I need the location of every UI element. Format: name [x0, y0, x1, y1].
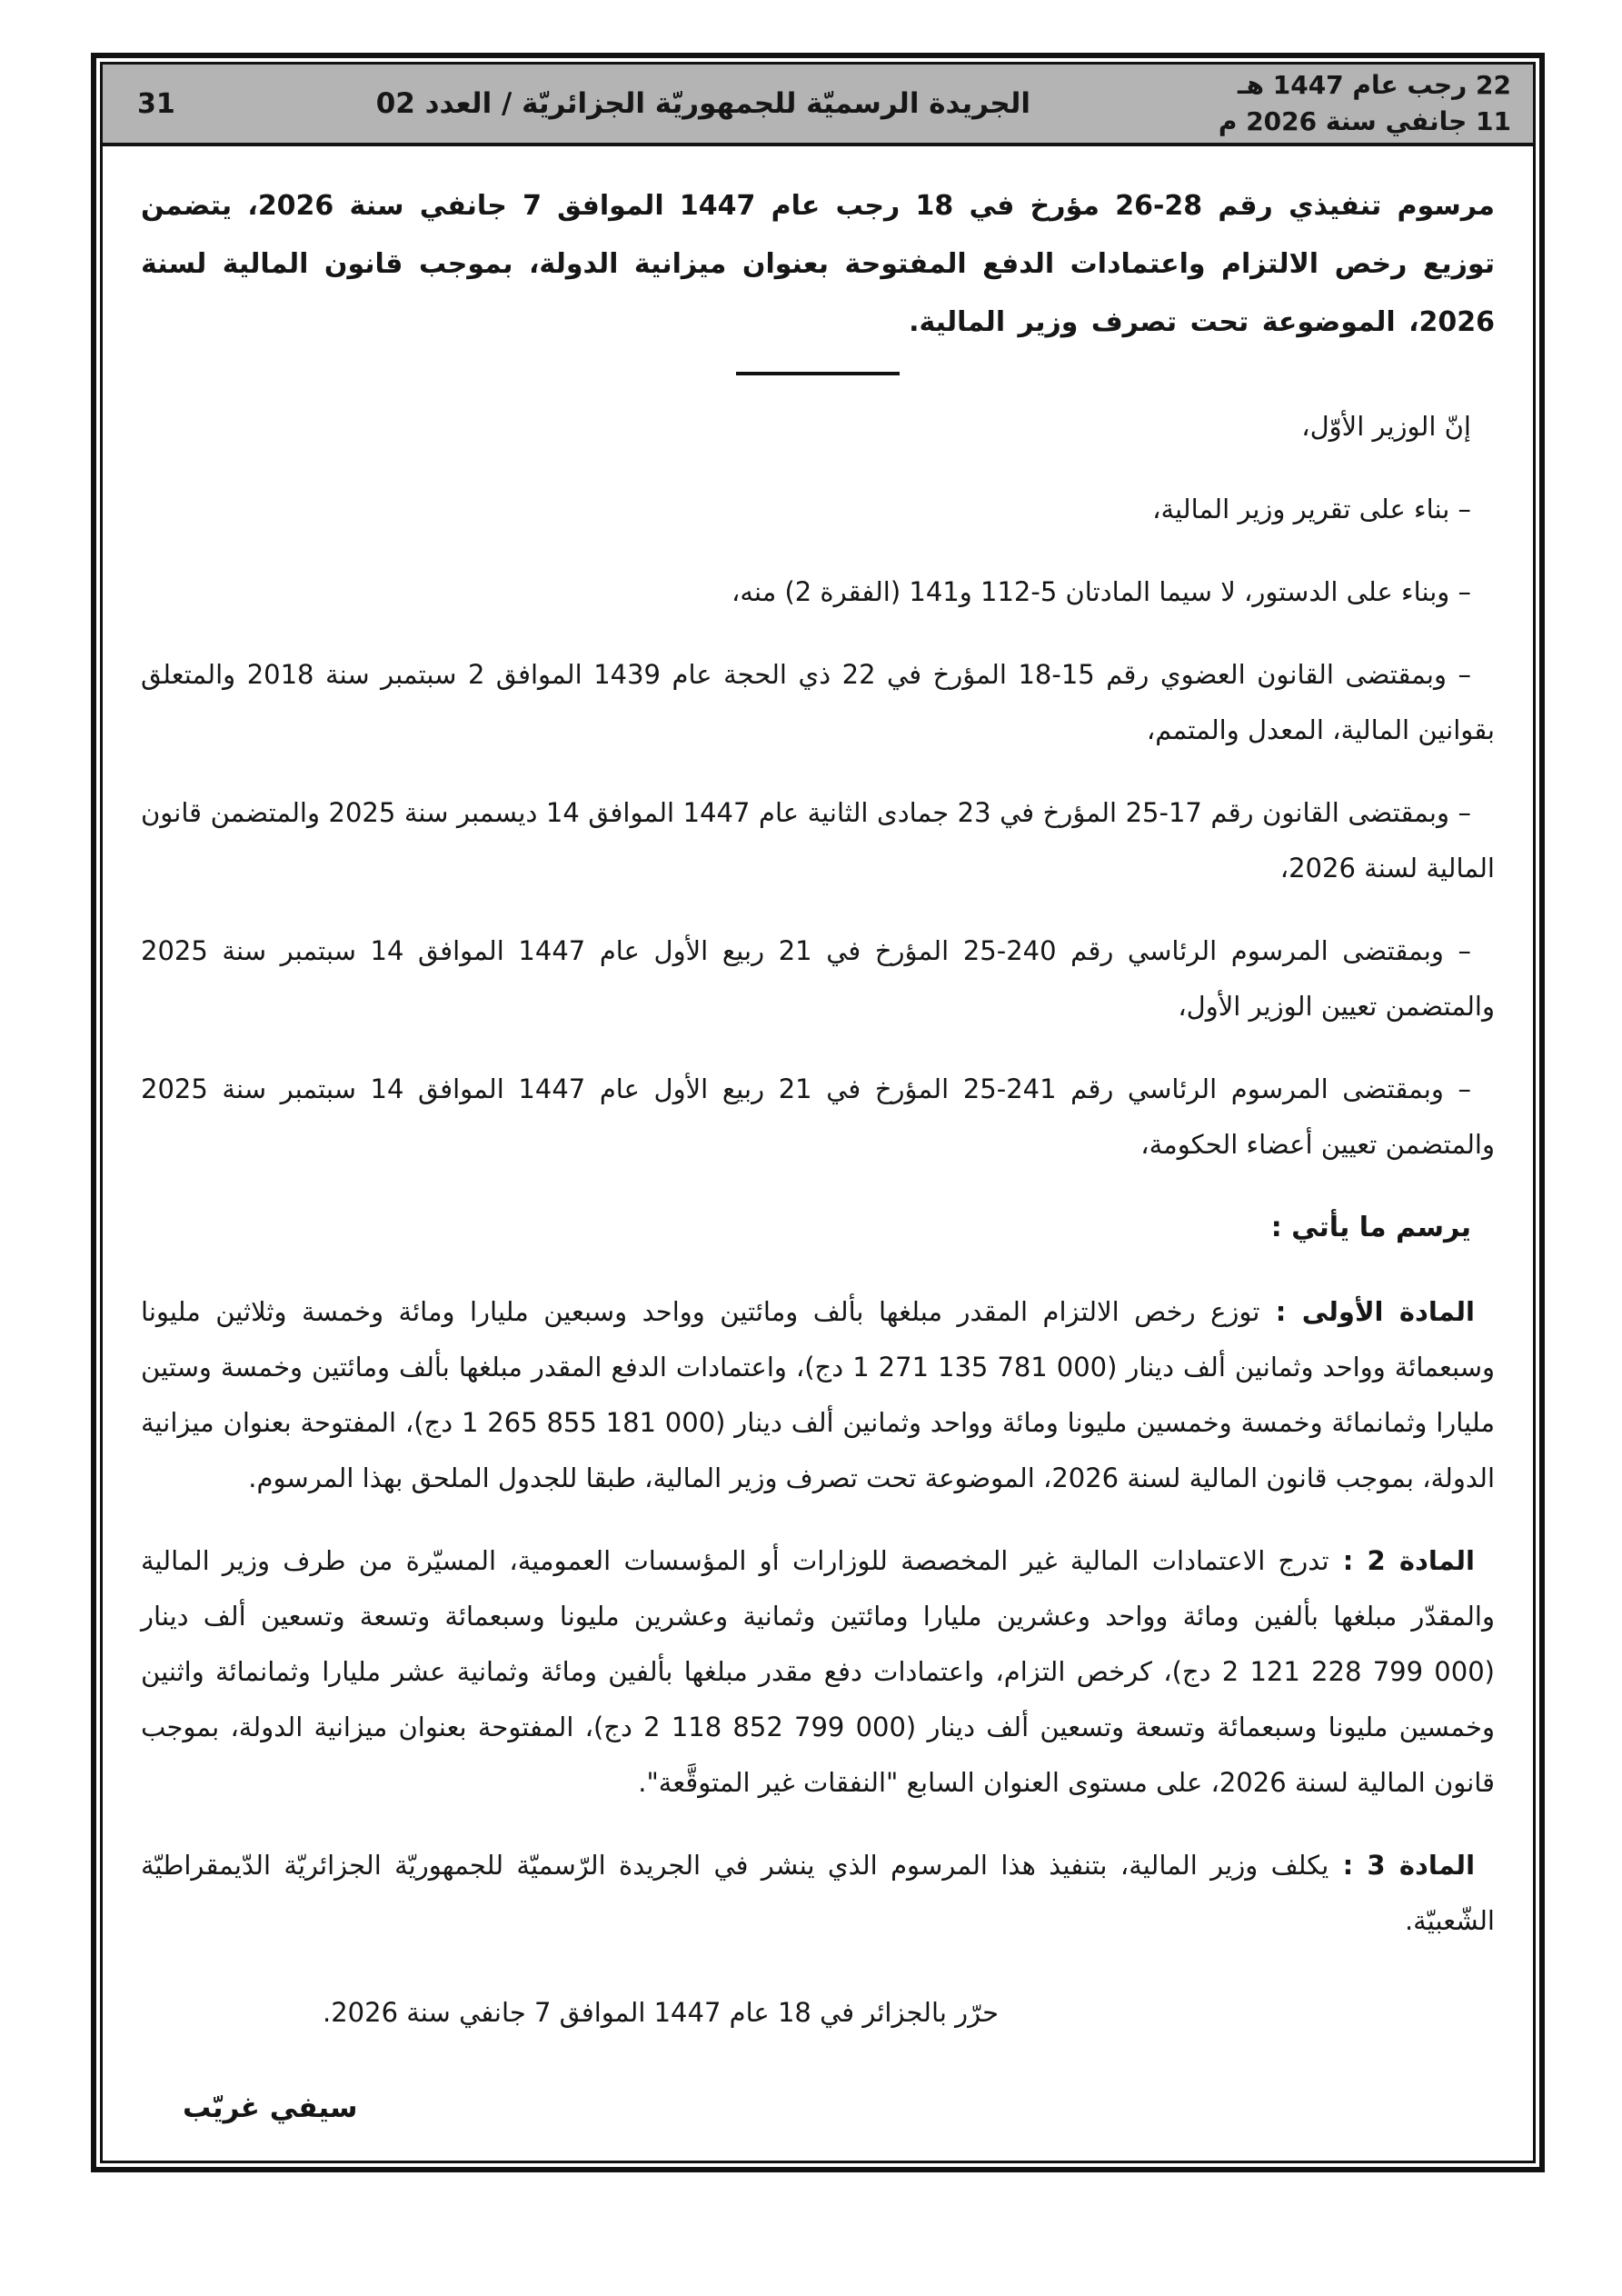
- preamble-intro: إنّ الوزير الأوّل،: [1301, 411, 1471, 442]
- masthead: [103, 65, 1533, 146]
- article-1-text: توزع رخص الالتزام المقدر مبلغها بألف ومائتين وواحد وسبعين مليارا ومائة وخمسة وثلاثين مليونا وسبعمائة وواحد وثمانين ألف دينار (1 271 135 781 000 دج)، واعتمادات الدفع المقدر مبلغها بألف ومائتين وخمسة وستين مليارا وثمانمائة وخمسة وخمسين مليونا ومائة وواحد وثمانين ألف دينار (1 265 855 181 000 دج)، المفتوحة بعنوان ميزانية الدولة، بموجب قانون المالية لسنة 2026، الموضوعة تحت تصرف وزير المالية، طبقا للجدول الملحق بهذا المرسوم.: [141, 1296, 1496, 1493]
- issued-text: حرّر بالجزائر في 18 عام 1447 الموافق 7 جانفي سنة 2026.: [323, 1997, 1000, 2028]
- masthead-dates: [1219, 67, 1511, 140]
- issued-line: [141, 1985, 1495, 2041]
- enacting-formula: يرسم ما يأتي :: [1270, 1212, 1471, 1243]
- consideration-finance-law: – وبمقتضى القانون رقم 17-25 المؤرخ في 23 جمادى الثانية عام 1447 الموافق 14 ديسمبر سنة 2025 والمتضمن قانون المالية لسنة 2026،: [141, 797, 1495, 883]
- consideration-decree-241: – وبمقتضى المرسوم الرئاسي رقم 241-25 المؤرخ في 21 ربيع الأول عام 1447 الموافق 14 سبتمبر سنة 2025 والمتضمن تعيين أعضاء الحكومة،: [141, 1073, 1495, 1160]
- consideration-report: – بناء على تقرير وزير المالية،: [1152, 494, 1471, 524]
- consideration-constitution: – وبناء على الدستور، لا سيما المادتان 5-112 و141 (الفقرة 2) منه،: [731, 576, 1471, 607]
- decree-content: [103, 146, 1533, 2161]
- article-2-label: المادة 2 :: [1328, 1545, 1475, 1576]
- page-frame-inner: [100, 62, 1536, 2163]
- signatory-name: سيفي غريّب: [183, 2091, 358, 2124]
- decree-title: مرسوم تنفيذي رقم 28-26 مؤرخ في 18 رجب عام 1447 الموافق 7 جانفي سنة 2026، يتضمن توزيع رخص الالتزام واعتمادات الدفع المفتوحة بعنوان ميزانية الدولة، بموجب قانون المالية لسنة 2026، الموضوعة تحت تصرف وزير المالية.: [141, 190, 1496, 338]
- page-frame: [91, 53, 1545, 2172]
- article-1-label: المادة الأولى :: [1259, 1296, 1475, 1327]
- consideration-organic-law: – وبمقتضى القانون العضوي رقم 15-18 المؤرخ في 22 ذي الحجة عام 1439 الموافق 2 سبتمبر سنة 2018 والمتعلق بقوانين المالية، المعدل والمتمم،: [141, 659, 1495, 745]
- article-2: [141, 1533, 1495, 1811]
- date-gregorian: 11 جانفي سنة 2026 م: [1218, 106, 1511, 136]
- article-3: [141, 1838, 1495, 1949]
- page-number: 31: [137, 87, 175, 120]
- article-1: [141, 1284, 1495, 1506]
- consideration-decree-240: – وبمقتضى المرسوم الرئاسي رقم 240-25 المؤرخ في 21 ربيع الأول عام 1447 الموافق 14 سبتمبر سنة 2025 والمتضمن تعيين الوزير الأول،: [141, 935, 1495, 1022]
- gazette-title: الجريدة الرسميّة للجمهوريّة الجزائريّة / العدد 02: [375, 87, 1030, 120]
- separator-rule: [736, 372, 900, 375]
- date-hijri: 22 رجب عام 1447 هـ: [1238, 70, 1511, 100]
- article-3-label: المادة 3 :: [1328, 1850, 1476, 1881]
- article-2-text: تدرج الاعتمادات المالية غير المخصصة للوزارات أو المؤسسات العمومية، المسيّرة من طرف وزير المالية والمقدّر مبلغها بألفين ومائة وواحد وعشرين مليارا ومائتين وثمانية وعشرين مليونا وسبعمائة وتسعة وتسعين ألف دينار (2 121 228 799 000 دج)، كرخص التزام، واعتمادات دفع مقدر مبلغها بألفين ومائة وثمانية عشر مليارا وثمانمائة واثنين وخمسين مليونا وسبعمائة وتسعة وتسعين ألف دينار (2 118 852 799 000 دج)، المفتوحة بعنوان ميزانية الدولة، بموجب قانون المالية لسنة 2026، على مستوى العنوان السابع "النفقات غير المتوقَّعة".: [141, 1545, 1495, 1798]
- article-3-text: يكلف وزير المالية، بتنفيذ هذا المرسوم الذي ينشر في الجريدة الرّسميّة للجمهوريّة الجزائريّة الدّيمقراطيّة الشّعبيّة.: [141, 1850, 1495, 1936]
